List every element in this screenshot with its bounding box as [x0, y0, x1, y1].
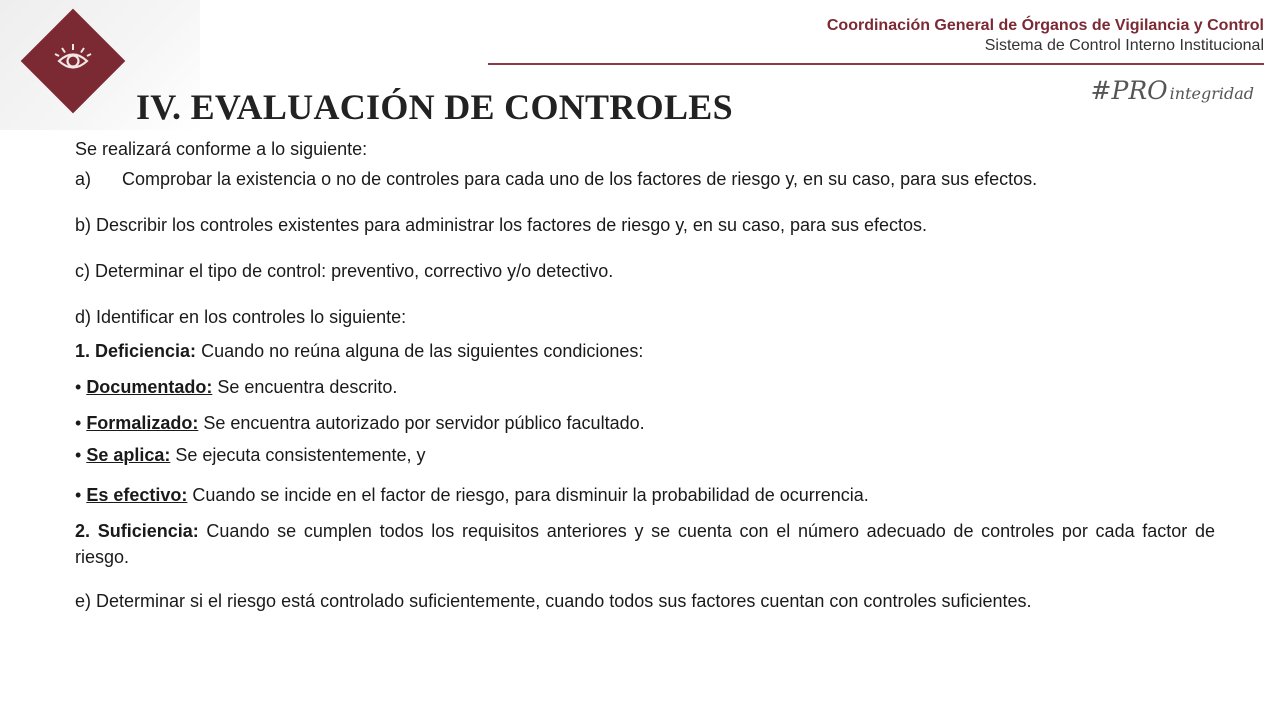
bullet-item: • Es efectivo: Cuando se incide en el factor de riesgo, para disminuir la probabilidad de ocurrencia.: [75, 485, 869, 505]
hashtag-main: #PRO: [1090, 76, 1168, 105]
organization-header: [827, 16, 1264, 56]
item-a-text: Comprobar la existencia o no de controles para cada uno de los factores de riesgo y, en su caso, para sus efectos.: [122, 169, 1038, 189]
suficiencia-text: Cuando se cumplen todos los requisitos anteriores y se cuenta con el número adecuado de controles por cada factor de riesgo.: [75, 521, 1216, 567]
item-d-text: d) Identificar en los controles lo siguiente:: [75, 307, 407, 327]
bullet-term: Es efectivo:: [86, 485, 188, 505]
page-title: IV. EVALUACIÓN DE CONTROLES: [136, 87, 733, 127]
item-a-label: a): [75, 169, 92, 189]
content-body: [75, 136, 1215, 614]
org-title: Coordinación General de Órganos de Vigilancia y Control: [826, 17, 1264, 34]
deficiencia-label: 1. Deficiencia:: [75, 341, 197, 361]
item-e-text: e) Determinar si el riesgo está controlado suficientemente, cuando todos sus factores cuentan con controles suficientes.: [75, 591, 1032, 611]
bullet-item: • Se aplica: Se ejecuta consistentemente, y: [75, 445, 426, 465]
list-item-a: [75, 166, 1215, 192]
eye-icon: [43, 31, 103, 91]
org-subtitle: Sistema de Control Interno Institucional: [984, 37, 1264, 54]
bullet-term: Documentado:: [86, 377, 213, 397]
bullet-item: • Documentado: Se encuentra descrito.: [75, 377, 398, 397]
bullet-text: Se ejecuta consistentemente, y: [170, 445, 426, 465]
header-divider: [488, 63, 1264, 65]
intro-text: Se realizará conforme a lo siguiente:: [75, 139, 368, 159]
bullet-item: • Formalizado: Se encuentra autorizado por servidor público facultado.: [75, 413, 645, 433]
item-c-text: c) Determinar el tipo de control: preventivo, correctivo y/o detectivo.: [75, 261, 614, 281]
hashtag-suffix: integridad: [1169, 84, 1254, 103]
suficiencia-label: 2. Suficiencia:: [75, 521, 199, 541]
bullet-text: Cuando se incide en el factor de riesgo, para disminuir la probabilidad de ocurrencia.: [187, 485, 869, 505]
bullet-term: Se aplica:: [86, 445, 171, 465]
suficiencia-paragraph: [75, 518, 1215, 570]
bullet-term: Formalizado:: [86, 413, 199, 433]
hashtag-logo: [1091, 76, 1254, 105]
item-b-text: b) Describir los controles existentes para administrar los factores de riesgo y, en su caso, para sus efectos.: [75, 215, 928, 235]
bullet-text: Se encuentra descrito.: [212, 377, 398, 397]
deficiencia-line: [75, 338, 1215, 364]
deficiencia-text: Cuando no reúna alguna de las siguientes condiciones:: [196, 341, 644, 361]
bullet-text: Se encuentra autorizado por servidor público facultado.: [198, 413, 645, 433]
